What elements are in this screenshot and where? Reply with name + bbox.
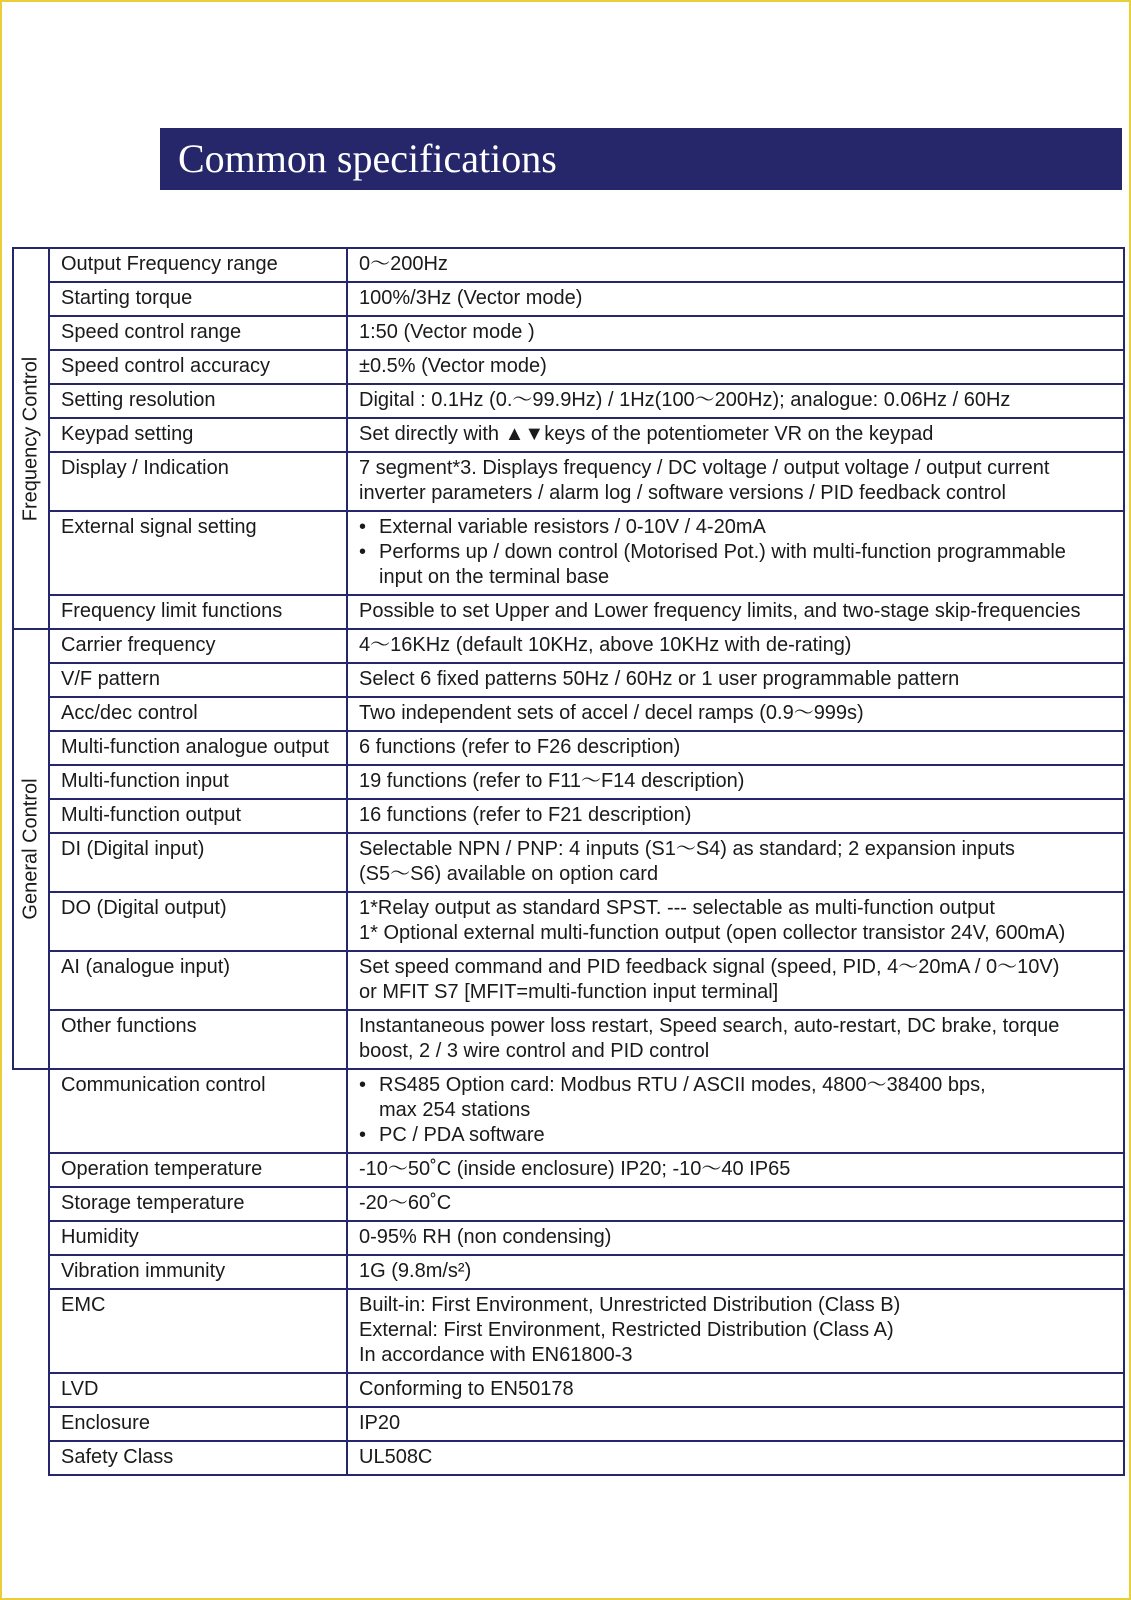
spec-label: DO (Digital output) [49,892,347,951]
group-label-cell [13,248,49,629]
spec-value: Built-in: First Environment, Unrestricted Distribution (Class B) External: First Environment, Restricted Distribution (Class A) In accordance with EN61800-3 [347,1289,1124,1373]
spec-label: Operation temperature [49,1153,347,1187]
table-row [13,1069,1124,1153]
page-title: Common specifications [160,128,1122,190]
table-row [13,951,1124,1010]
table-row [13,663,1124,697]
spec-value: Conforming to EN50178 [347,1373,1124,1407]
spec-label: EMC [49,1289,347,1373]
group-label-cell [13,629,49,1069]
spec-value: -20～60˚C [347,1187,1124,1221]
spec-label: DI (Digital input) [49,833,347,892]
spec-value: Possible to set Upper and Lower frequency limits, and two-stage skip-frequencies [347,595,1124,629]
table-row [13,1221,1124,1255]
spec-value: 100%/3Hz (Vector mode) [347,282,1124,316]
spec-label: Multi-function analogue output [49,731,347,765]
spec-label: Keypad setting [49,418,347,452]
table-row [13,248,1124,282]
spec-value: Selectable NPN / PNP: 4 inputs (S1～S4) as standard; 2 expansion inputs (S5～S6) available on option card [347,833,1124,892]
spec-label: Enclosure [49,1407,347,1441]
bullet-icon: • [359,516,367,538]
spec-label: External signal setting [49,511,347,595]
spec-label: Speed control range [49,316,347,350]
bullet-icon: • [359,541,367,563]
table-row [13,1153,1124,1187]
table-row [13,595,1124,629]
table-row [13,452,1124,511]
spec-label: Other functions [49,1010,347,1069]
table-row [13,1441,1124,1475]
spec-value: 19 functions (refer to F11～F14 description) [347,765,1124,799]
spec-label: Frequency limit functions [49,595,347,629]
spec-label: Acc/dec control [49,697,347,731]
table-row [13,511,1124,595]
spec-value: 7 segment*3. Displays frequency / DC voltage / output voltage / output current inverter parameters / alarm log / software versions / PID feedback control [347,452,1124,511]
table-row [13,282,1124,316]
spec-label: Carrier frequency [49,629,347,663]
spec-label: Multi-function output [49,799,347,833]
spec-value: IP20 [347,1407,1124,1441]
spec-value: 1*Relay output as standard SPST. --- selectable as multi-function output 1* Optional external multi-function output (open collector transistor 24V, 600mA) [347,892,1124,951]
table-row [13,384,1124,418]
table-row [13,833,1124,892]
spec-label: Storage temperature [49,1187,347,1221]
spec-value: Select 6 fixed patterns 50Hz / 60Hz or 1 user programmable pattern [347,663,1124,697]
spec-label: AI (analogue input) [49,951,347,1010]
spec-label: Starting torque [49,282,347,316]
group-spacer [13,1069,49,1475]
table-row [13,1010,1124,1069]
table-row [13,892,1124,951]
table-row [13,1187,1124,1221]
table-row [13,1289,1124,1373]
spec-table [12,247,1125,1476]
spec-value: Two independent sets of accel / decel ramps (0.9～999s) [347,697,1124,731]
spec-label: V/F pattern [49,663,347,697]
spec-value: Set directly with ▲▼keys of the potentiometer VR on the keypad [347,418,1124,452]
spec-value: 4～16KHz (default 10KHz, above 10KHz with de-rating) [347,629,1124,663]
table-row [13,1407,1124,1441]
table-row [13,316,1124,350]
spec-label: Humidity [49,1221,347,1255]
table-row [13,765,1124,799]
spec-value: • External variable resistors / 0-10V / 4-20mA • Performs up / down control (Motorised Pot.) with multi-function programmable input on the terminal base [347,511,1124,595]
spec-value: 0～200Hz [347,248,1124,282]
spec-label: Vibration immunity [49,1255,347,1289]
spec-value: ±0.5% (Vector mode) [347,350,1124,384]
spec-value: UL508C [347,1441,1124,1475]
bullet-icon: • [359,1124,367,1146]
spec-value: 1:50 (Vector mode ) [347,316,1124,350]
spec-value: -10～50˚C (inside enclosure) IP20; -10～40 IP65 [347,1153,1124,1187]
table-row [13,1255,1124,1289]
group-label-general: General Control [19,778,42,920]
table-row [13,629,1124,663]
spec-label: Output Frequency range [49,248,347,282]
spec-value: Instantaneous power loss restart, Speed search, auto-restart, DC brake, torque boost, 2 / 3 wire control and PID control [347,1010,1124,1069]
spec-value: 0-95% RH (non condensing) [347,1221,1124,1255]
table-row [13,350,1124,384]
spec-label: Multi-function input [49,765,347,799]
table-row [13,418,1124,452]
spec-label: Safety Class [49,1441,347,1475]
bullet-icon: • [359,1074,367,1096]
spec-label: LVD [49,1373,347,1407]
spec-value: Digital : 0.1Hz (0.～99.9Hz) / 1Hz(100～200Hz); analogue: 0.06Hz / 60Hz [347,384,1124,418]
spec-label: Speed control accuracy [49,350,347,384]
table-row [13,731,1124,765]
spec-value: Set speed command and PID feedback signal (speed, PID, 4～20mA / 0～10V) or MFIT S7 [MFIT=multi-function input terminal] [347,951,1124,1010]
spec-label: Communication control [49,1069,347,1153]
group-label-frequency: Frequency Control [19,356,42,521]
spec-value: 1G (9.8m/s²) [347,1255,1124,1289]
spec-value: • RS485 Option card: Modbus RTU / ASCII modes, 4800～38400 bps, max 254 stations • PC / PDA software [347,1069,1124,1153]
spec-label: Setting resolution [49,384,347,418]
spec-value: 16 functions (refer to F21 description) [347,799,1124,833]
table-row [13,697,1124,731]
spec-value: 6 functions (refer to F26 description) [347,731,1124,765]
spec-label: Display / Indication [49,452,347,511]
table-row [13,799,1124,833]
table-row [13,1373,1124,1407]
